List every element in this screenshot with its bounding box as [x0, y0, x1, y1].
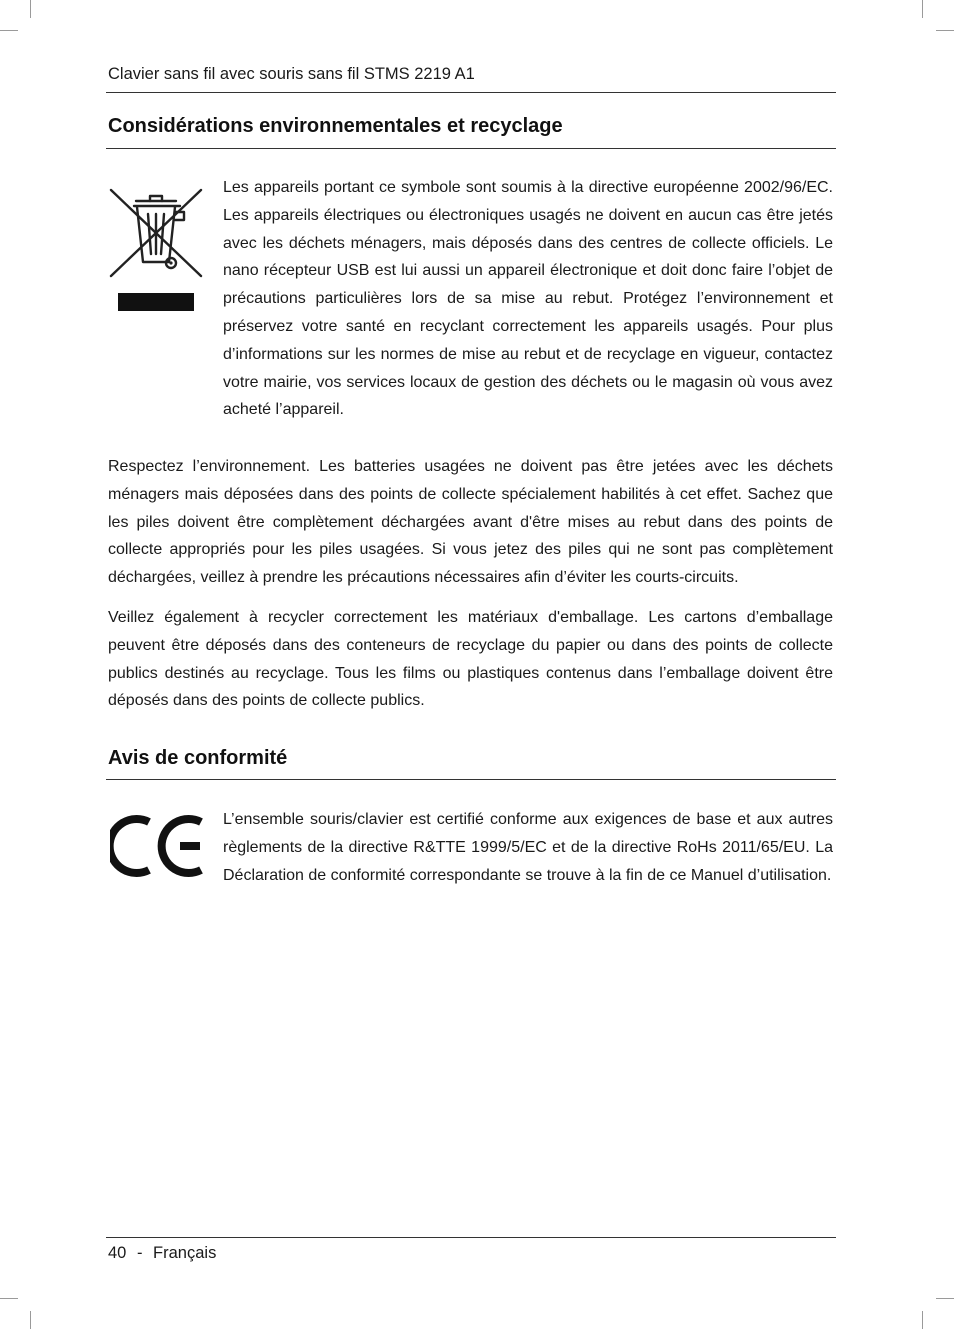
crop-mark-top-right-h: [936, 30, 954, 31]
recycling-paragraph-2: Respectez l’environnement. Les batteries usagées ne doivent pas être jetées avec les déchets ménagers mais déposées dans des points de collecte spécialement habilités à cet effet. Sachez que les piles doivent être complètement déchargées avant d'être mises au rebut dans des points de collecte appropriés pour les piles usagées. Si vous jetez des piles qui ne sont pas complètement déchargées, veillez à prendre les précautions nécessaires afin d’éviter les courts-circuits.: [108, 458, 833, 587]
ce-mark-spacer: [108, 806, 223, 886]
recycling-title-rule: [106, 148, 836, 149]
recycling-section-title: Considérations environnementales et recyclage: [108, 115, 563, 137]
crop-mark-bottom-left: [30, 1311, 31, 1329]
page-footer: [108, 1243, 216, 1263]
conformity-paragraph: [108, 806, 833, 889]
crop-mark-bottom-right-h: [936, 1298, 954, 1299]
crop-mark-bottom-right: [922, 1311, 923, 1329]
running-header: Clavier sans fil avec souris sans fil STMS 2219 A1: [108, 65, 475, 83]
recycling-paragraph-3: Veillez également à recycler correctement les matériaux d'emballage. Les cartons d’emballage peuvent être déposés dans des conteneurs de recyclage du papier ou dans des points de collecte publics destinés au recyclage. Tous les films ou plastiques contenus dans l’emballage doivent être déposés dans des points de collecte publics.: [108, 609, 833, 710]
footer-language: Français: [153, 1244, 217, 1262]
weee-crossed-bin-icon: [108, 186, 204, 314]
footer-separator: -: [136, 1244, 143, 1262]
conformity-title-rule: [106, 779, 836, 780]
crop-mark-top-left-h: [0, 30, 18, 31]
header-rule: [106, 92, 836, 93]
recycling-paragraph-1: Les appareils portant ce symbole sont soumis à la directive européenne 2002/96/EC. Les appareils électriques ou électroniques usagés ne doivent en aucun cas être jetés avec les déchets ménagers, mais déposés dans des centres de collecte officiels. Le nano récepteur USB est lui aussi un appareil électronique et doit donc faire l’objet de précautions particulières lors de sa mise au rebut. Protégez l’environnement et préservez votre santé en recyclant correctement les appareils usagés. Pour plus d’informations sur les normes de mise au rebut et de recyclage en vigueur, contactez votre mairie, vos services locaux de gestion des déchets ou le magasin où vous avez acheté l’appareil.: [223, 179, 833, 419]
crop-mark-bottom-left-h: [0, 1298, 18, 1299]
crop-mark-top-right: [922, 0, 923, 18]
page-number: 40: [108, 1244, 127, 1262]
footer-rule: [106, 1237, 836, 1238]
conformity-section-title: Avis de conformité: [108, 747, 288, 769]
crop-mark-top-left: [30, 0, 31, 18]
conformity-paragraph-text: L’ensemble souris/clavier est certifié conforme aux exigences de base et aux autres règlements de la directive R&TTE 1999/5/EC et de la directive RoHs 2011/65/EU. La Déclaration de conformité correspondante se trouve à la fin de ce Manuel d’utilisation.: [223, 811, 833, 884]
